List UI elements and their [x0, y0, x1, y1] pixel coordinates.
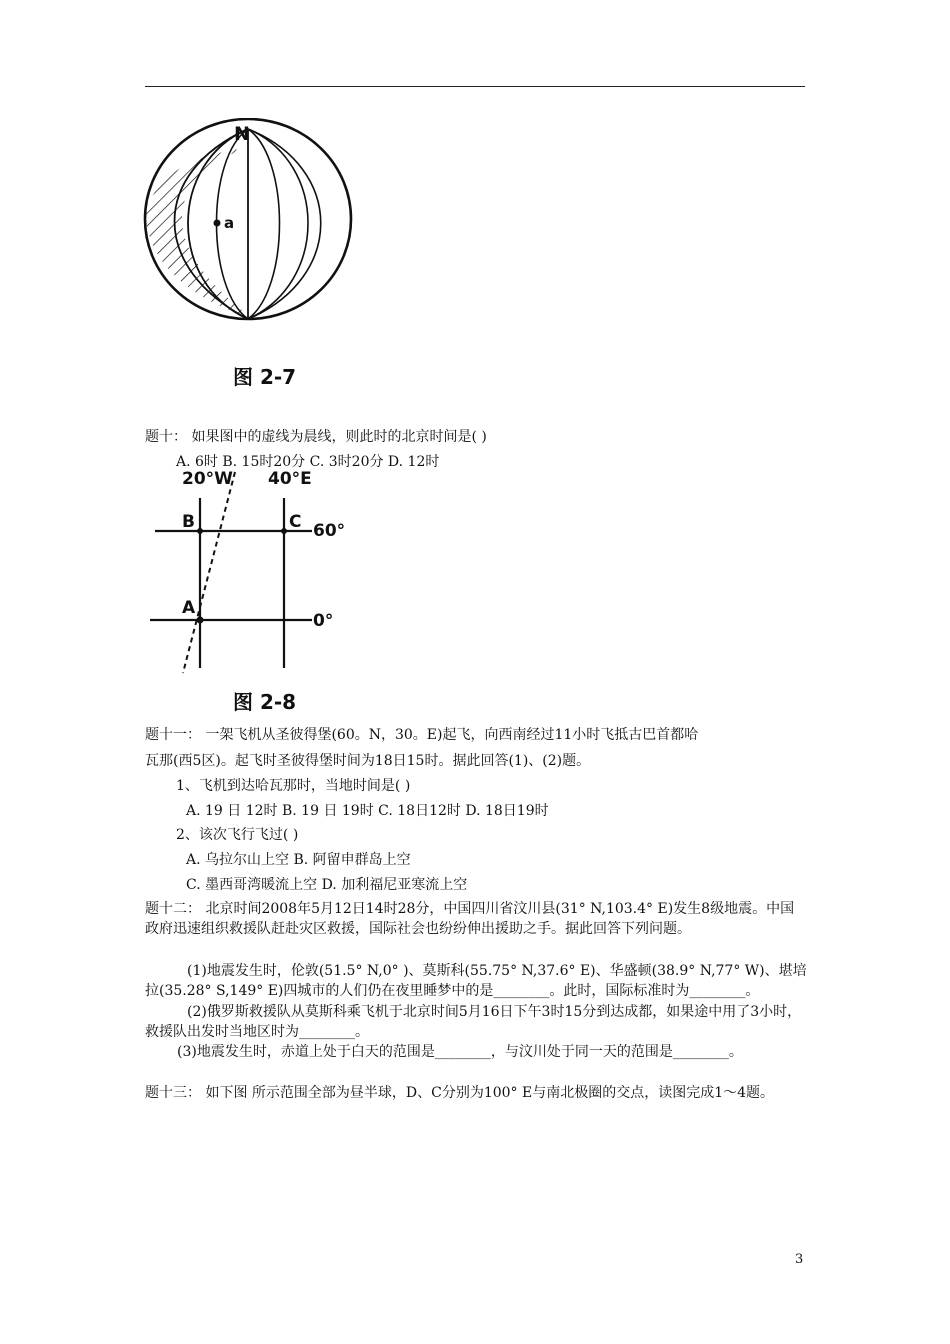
figure-2-8-caption: 图 2-8: [233, 690, 297, 714]
q11-sub1-options: A. 19 日 12时 B. 19 日 19时 C. 18日12时 D. 18日19时: [186, 803, 549, 819]
lat-0-label: 0°: [313, 611, 334, 631]
q11-sub2-options-cd: C. 墨西哥湾暖流上空 D. 加利福尼亚寒流上空: [186, 877, 468, 893]
q11-sub1: 1、飞机到达哈瓦那时，当地时间是( ): [176, 778, 411, 794]
globe-figure-2-7: [140, 118, 410, 343]
globe-point-a-label: a: [224, 214, 235, 232]
page-number: 3: [795, 1252, 804, 1267]
q10-options: A. 6时 B. 15时20分 C. 3时20分 D. 12时: [176, 454, 440, 470]
q11-sub2: 2、该次飞行飞过( ): [176, 827, 299, 843]
q11-stem-line2: 瓦那(西5区)。起飞时圣彼得堡时间为18日15时。据此回答(1)、(2)题。: [145, 753, 591, 769]
q12-part3: (3)地震发生时，赤道上处于白天的范围是________，与汶川处于同一天的范围是________。: [177, 1044, 743, 1060]
q13-stem: 题十三： 如下图 所示范围全部为昼半球，D、C分别为100° E与南北极圈的交点，读图完成1～4题。: [145, 1085, 775, 1101]
globe-north-label: N: [234, 123, 250, 145]
q11-sub2-options-ab: A. 乌拉尔山上空 B. 阿留申群岛上空: [186, 852, 411, 868]
q12-stem: 题十二： 北京时间2008年5月12日14时28分，中国四川省汶川县(31° N,103.4° E)发生8级地震。中国政府迅速组织救援队赶赴灾区救援，国际社会也纷纷伸出援助之手。据此回答下列问题。: [145, 901, 795, 937]
q12-part2: (2)俄罗斯救援队从莫斯科乘飞机于北京时间5月16日下午3时15分到达成都，如果途中用了3小时，救援队出发时当地区时为________。: [145, 1004, 802, 1040]
lon-40e-label: 40°E: [268, 469, 312, 489]
q12-part1: (1)地震发生时，伦敦(51.5° N,0° )、莫斯科(55.75° N,37.6° E)、华盛顿(38.9° N,77° W)、堪培拉(35.28° S,149° E)四城市的人们仍在夜里睡梦中的是________。此时，国际标准时为________。: [145, 963, 807, 999]
point-b-label: B: [182, 512, 195, 532]
q11-stem-line1: 题十一： 一架飞机从圣彼得堡(60。N，30。E)起飞，向西南经过11小时飞抵古巴首都哈: [145, 727, 699, 743]
lon-20w-label: 20°W: [182, 469, 233, 489]
point-a-label: A: [182, 598, 196, 618]
grid-figure-2-8: [150, 468, 370, 678]
point-c-label: C: [289, 512, 302, 532]
figure-2-7-caption: 图 2-7: [233, 365, 297, 389]
q10-stem: 题十： 如果图中的虚线为晨线，则此时的北京时间是( ): [145, 429, 487, 445]
lat-60-label: 60°: [313, 521, 346, 541]
header-rule: [145, 86, 805, 87]
